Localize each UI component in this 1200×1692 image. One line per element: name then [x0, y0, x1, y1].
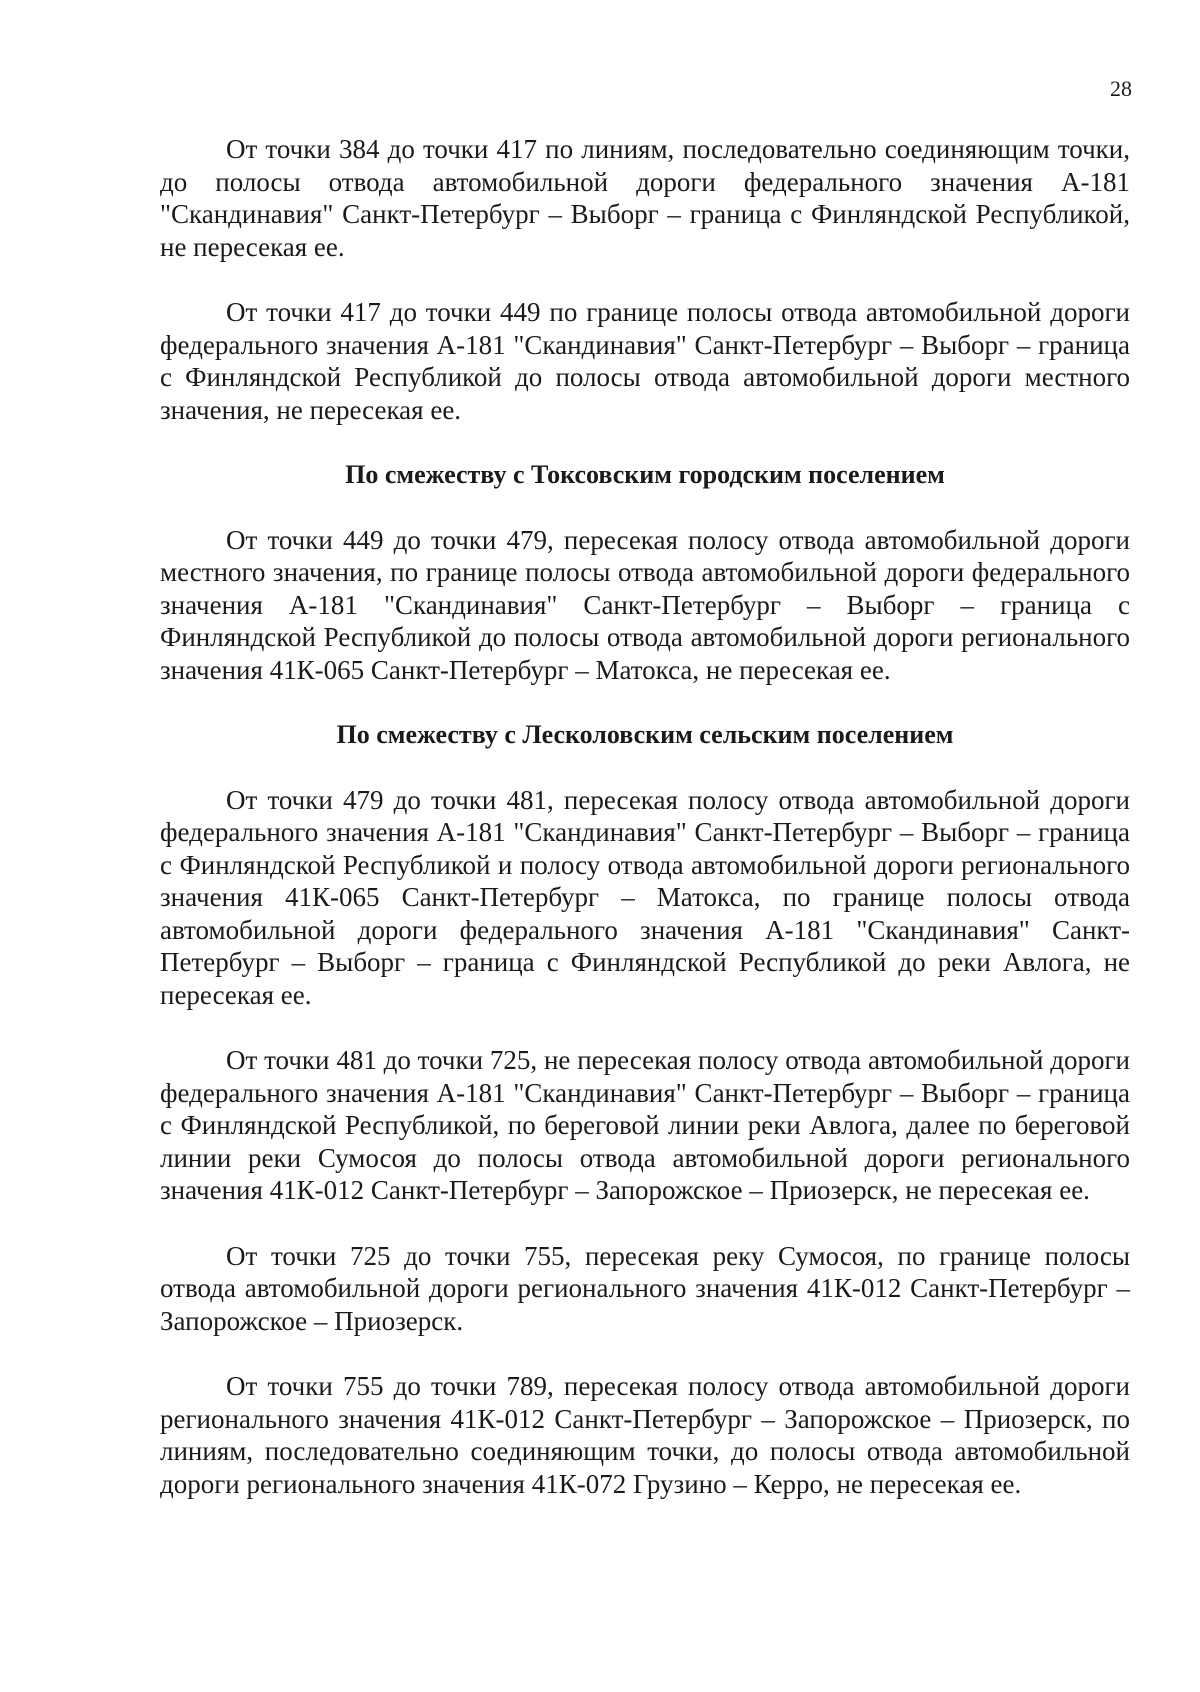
paragraph-417-449: От точки 417 до точки 449 по границе полосы отвода автомобильной дороги федерального значения А-181 "Скандинавия" Санкт-Петербург – Выборг – граница с Финляндской Республикой до полосы отвода автомобильной дороги местного значения, не пересекая ее. — [160, 297, 1130, 425]
paragraph-725-755: От точки 725 до точки 755, пересекая реку Сумосоя, по границе полосы отвода автомобильной дороги регионального значения 41К-012 Санкт-Петербург – Запорожское – Приозерск. — [160, 1240, 1130, 1336]
section-heading-toksovo: По смежеству с Токсовским городским поселением — [345, 460, 945, 489]
section-heading-leskolovo: По смежеству с Лесколовским сельским поселением — [336, 720, 954, 749]
page-number: 28 — [1110, 76, 1132, 101]
paragraph-384-417: От точки 384 до точки 417 по линиям, последовательно соединяющим точки, до полосы отвода автомобильной дороги федерального значения А-181 "Скандинавия" Санкт-Петербург – Выборг – граница с Финляндской Республикой, не пересекая ее. — [160, 134, 1130, 262]
document-body — [160, 133, 1130, 1533]
paragraph-481-725: От точки 481 до точки 725, не пересекая полосу отвода автомобильной дороги федерального значения А-181 "Скандинавия" Санкт-Петербург – Выборг – граница с Финляндской Республикой, по береговой линии реки Авлога, далее по береговой линии реки Сумосоя до полосы отвода автомобильной дороги регионального значения 41К-012 Санкт-Петербург – Запорожское – Приозерск, не пересекая ее. — [160, 1045, 1130, 1205]
paragraph-449-479: От точки 449 до точки 479, пересекая полосу отвода автомобильной дороги местного значения, по границе полосы отвода автомобильной дороги федерального значения А-181 "Скандинавия" Санкт-Петербург – Выборг – граница с Финляндской Республикой до полосы отвода автомобильной дороги регионального значения 41К-065 Санкт-Петербург – Матокса, не пересекая ее. — [160, 524, 1130, 685]
paragraph-479-481: От точки 479 до точки 481, пересекая полосу отвода автомобильной дороги федерального значения А-181 "Скандинавия" Санкт-Петербург – Выборг – граница с Финляндской Республикой и полосу отвода автомобильной дороги регионального значения 41К-065 Санкт-Петербург – Матокса, по границе полосы отвода автомобильной дороги федерального значения А-181 "Скандинавия" Санкт-Петербург – Выборг – граница с Финляндской Республикой до реки Авлога, не пересекая ее. — [160, 784, 1130, 1010]
paragraph-755-789: От точки 755 до точки 789, пересекая полосу отвода автомобильной дороги регионального значения 41К-012 Санкт-Петербург – Запорожское – Приозерск, по линиям, последовательно соединяющим точки, до полосы отвода автомобильной дороги регионального значения 41К-072 Грузино – Керро, не пересекая ее. — [160, 1371, 1130, 1499]
